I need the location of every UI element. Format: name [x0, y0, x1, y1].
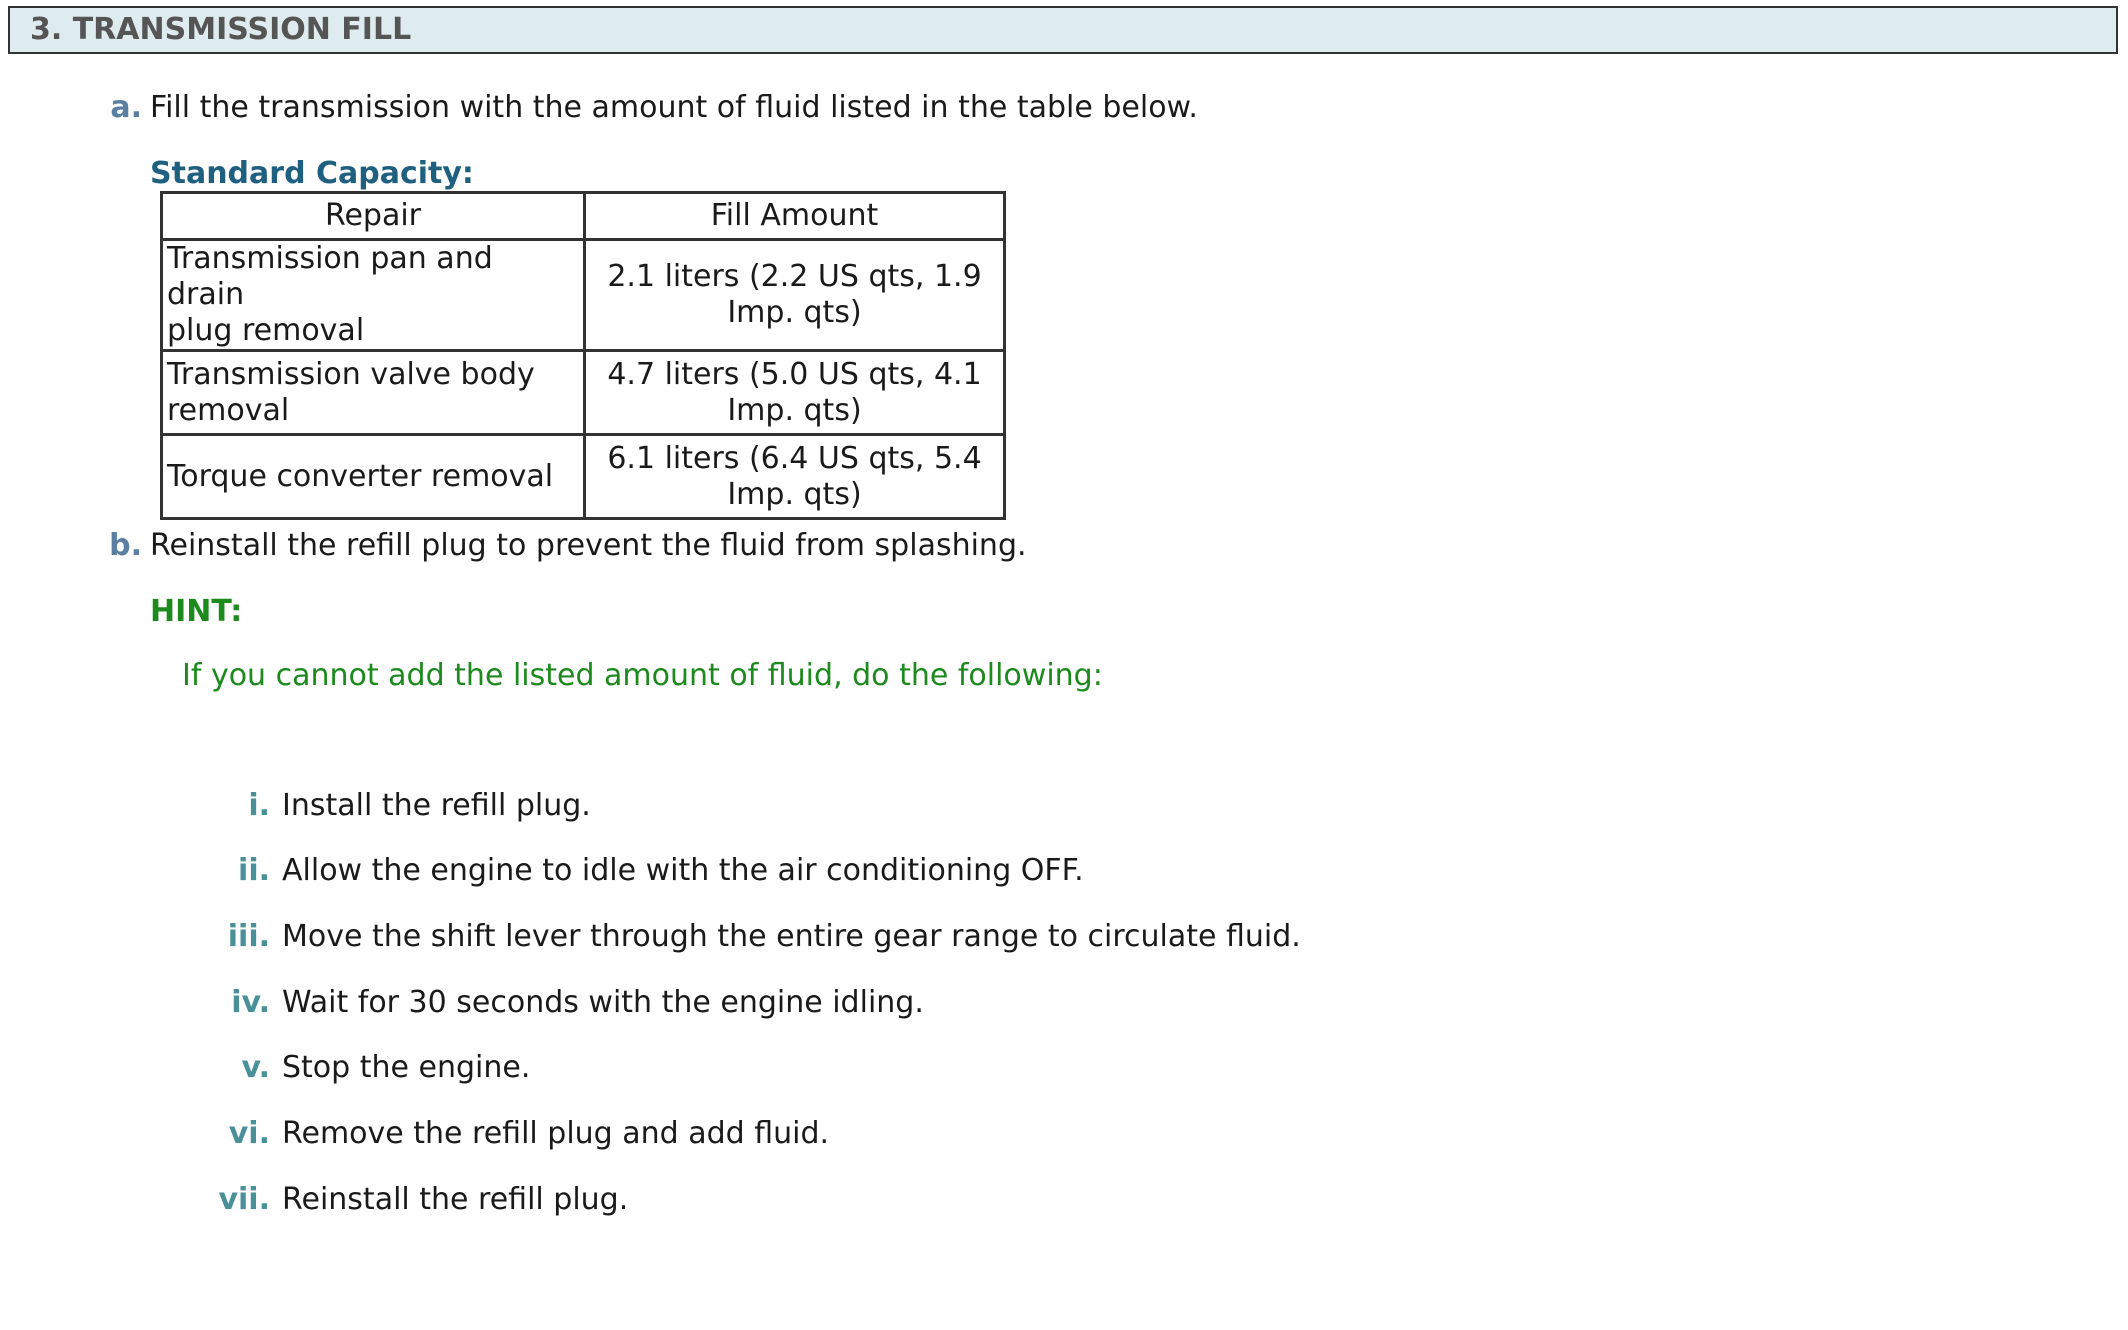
section-title: 3. TRANSMISSION FILL: [8, 6, 2118, 54]
fill-amount-cell: [585, 351, 1005, 435]
standard-capacity-label: Standard Capacity:: [150, 156, 474, 191]
substep-text: Move the shift lever through the entire gear range to circulate fluid.: [282, 919, 1301, 954]
substep-text: Allow the engine to idle with the air conditioning OFF.: [282, 853, 1084, 888]
fill-line: 2.1 liters (2.2 US qts, 1.9: [607, 259, 982, 294]
hint-text: If you cannot add the listed amount of fluid, do the following:: [182, 658, 1103, 693]
capacity-table: [160, 191, 1006, 520]
substep-text: Remove the refill plug and add fluid.: [282, 1116, 830, 1151]
step-marker: b.: [109, 528, 142, 563]
fill-line: Imp. qts): [727, 476, 862, 512]
step-text: Reinstall the refill plug to prevent the fluid from splashing.: [150, 528, 1027, 563]
column-header-repair: Repair: [162, 193, 585, 240]
table-row: [162, 351, 1005, 435]
repair-line: Transmission valve body: [167, 356, 535, 392]
repair-line: plug removal: [167, 313, 365, 348]
substep-text: Stop the engine.: [282, 1050, 531, 1085]
substep-item: [196, 917, 1301, 957]
substep-text: Install the refill plug.: [282, 788, 591, 823]
substep-item: [196, 786, 591, 826]
repair-line: Transmission pan and drain: [167, 241, 493, 312]
table-header-row: [162, 193, 1005, 240]
step-text: Fill the transmission with the amount of fluid listed in the table below.: [150, 90, 1198, 125]
fill-line: Imp. qts): [727, 392, 862, 428]
substep-marker: vii.: [218, 1182, 270, 1217]
repair-line: Torque converter removal: [167, 458, 554, 494]
step-b: [106, 526, 1027, 566]
repair-cell: [162, 240, 585, 351]
fill-line: Imp. qts): [727, 295, 862, 330]
repair-line: removal: [167, 392, 290, 428]
substep-item: [196, 851, 1084, 891]
step-a: [106, 88, 1198, 128]
fill-amount-cell: [585, 240, 1005, 351]
substep-marker: iii.: [227, 919, 270, 954]
fill-amount-cell: [585, 435, 1005, 519]
table-row: [162, 435, 1005, 519]
hint-label: HINT:: [150, 594, 243, 629]
step-marker: a.: [110, 90, 142, 125]
column-header-fill-amount: Fill Amount: [585, 193, 1005, 240]
table-row: [162, 240, 1005, 351]
substep-marker: iv.: [231, 985, 270, 1020]
substep-text: Wait for 30 seconds with the engine idling.: [282, 985, 924, 1020]
substep-text: Reinstall the refill plug.: [282, 1182, 629, 1217]
substep-marker: vi.: [228, 1116, 270, 1151]
substep-item: [196, 1180, 628, 1220]
fill-line: 6.1 liters (6.4 US qts, 5.4: [607, 440, 982, 476]
substep-item: [196, 1048, 530, 1088]
substep-marker: v.: [241, 1050, 270, 1085]
fill-line: 4.7 liters (5.0 US qts, 4.1: [607, 356, 982, 392]
substep-item: [196, 1114, 829, 1154]
substep-marker: ii.: [238, 853, 270, 888]
repair-cell: [162, 435, 585, 519]
substep-item: [196, 983, 924, 1023]
substep-marker: i.: [248, 788, 270, 823]
repair-cell: [162, 351, 585, 435]
